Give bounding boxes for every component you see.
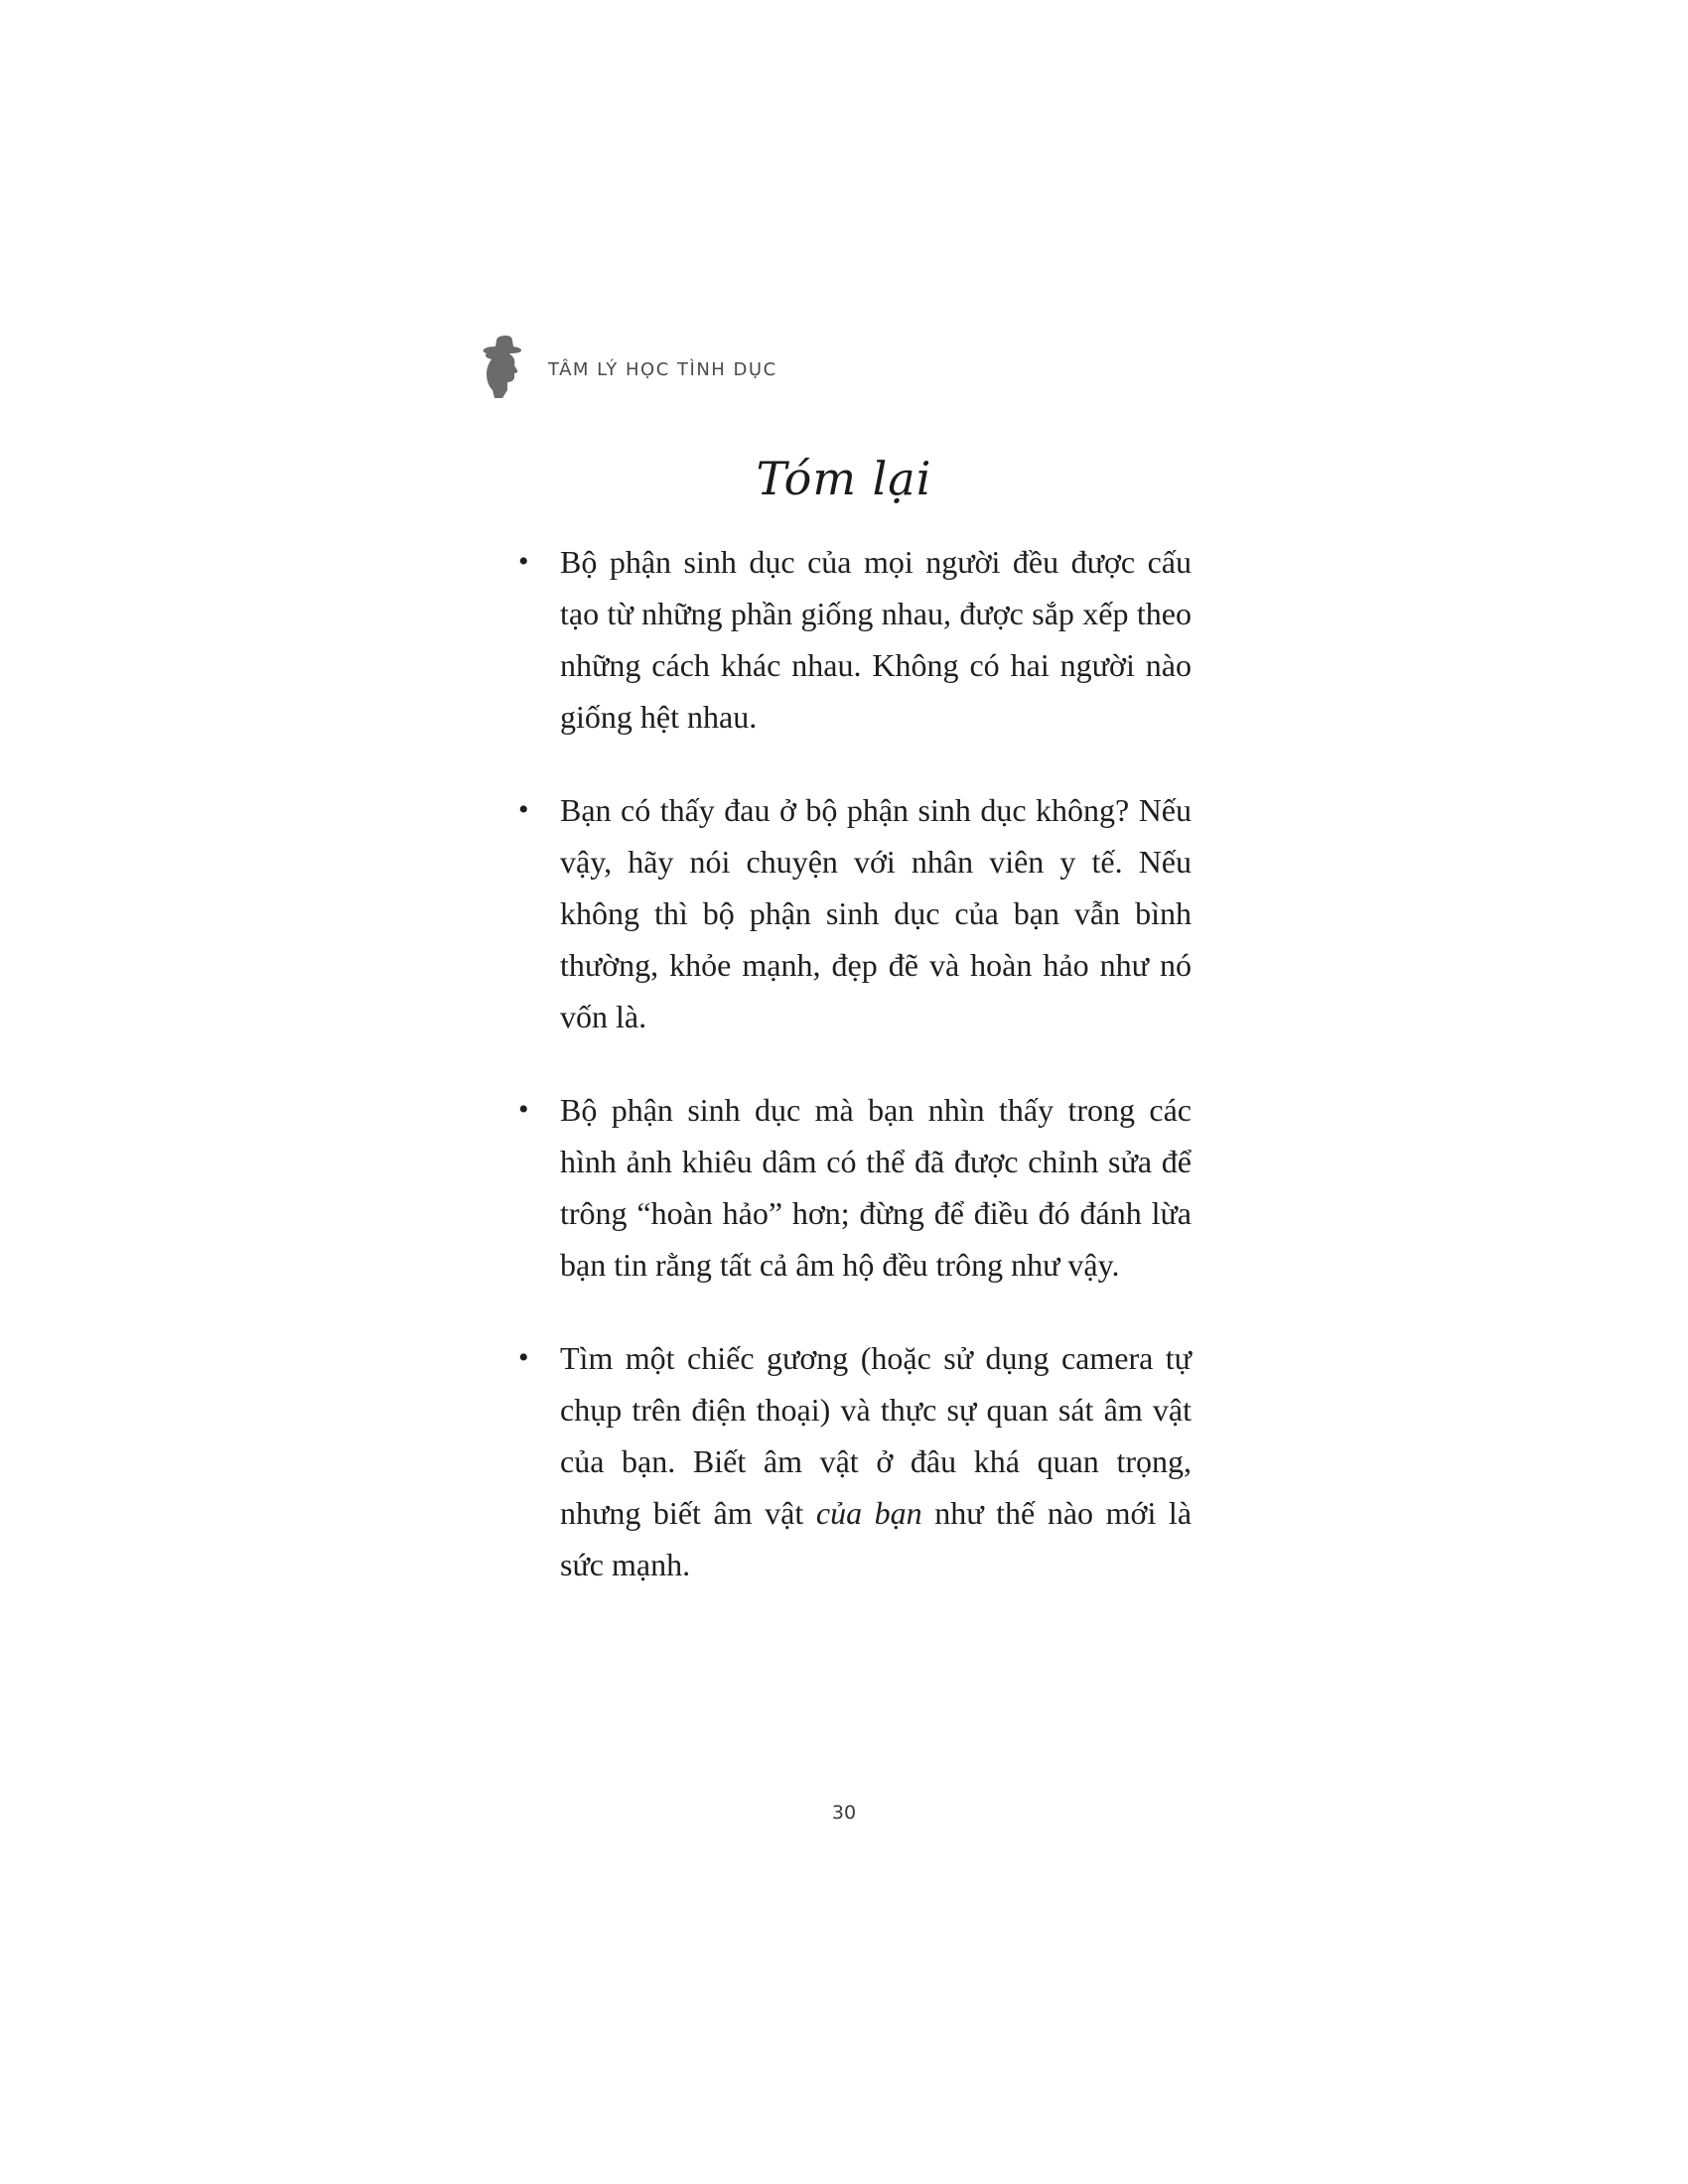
list-item-text: Bạn có thấy đau ở bộ phận sinh dục không? Nếu vậy, hãy nói chuyện với nhân viên y tế. Nếu không thì bộ phận sinh dục của bạn vẫn bình thường, khỏe mạnh, đẹp đẽ và hoàn hảo như nó vốn là. [560,792,1192,1034]
bullet-icon: • [518,793,529,826]
list-item [516,1332,1192,1590]
list-item-text [560,1340,1192,1582]
list-item [516,784,1192,1042]
running-header [475,333,777,402]
summary-list [516,536,1192,1632]
list-item [516,1084,1192,1291]
list-item-text: Bộ phận sinh dục của mọi người đều được cấu tạo từ những phần giống nhau, được sắp xếp theo những cách khác nhau. Không có hai người nào giống hệt nhau. [560,544,1192,735]
section-title: Tóm lại [756,452,932,505]
bullet-icon: • [518,1341,529,1374]
list-item-text-part: Tìm một chiếc gương (hoặc sử dụng camera tự chụp trên điện thoại) và thực sự quan sát âm vật của bạn. Biết âm vật ở đâu khá quan trọng, nhưng biết âm vật [560,1340,1192,1531]
list-item-text: Bộ phận sinh dục mà bạn nhìn thấy trong các hình ảnh khiêu dâm có thể đã được chỉnh sửa để trông “hoàn hảo” hơn; đừng để điều đó đánh lừa bạn tin rằng tất cả âm hộ đều trông như vậy. [560,1092,1192,1283]
list-item [516,536,1192,743]
emphasized-text: của bạn [815,1495,922,1531]
bullet-icon: • [518,545,529,578]
running-header-text: TÂM LÝ HỌC TÌNH DỤC [548,358,777,380]
page-number: 30 [831,1802,857,1824]
man-with-hat-silhouette-icon [475,333,530,402]
list-item-text-part: như thế nào mới là sức mạnh. [560,1495,1193,1582]
bullet-icon: • [518,1093,529,1126]
